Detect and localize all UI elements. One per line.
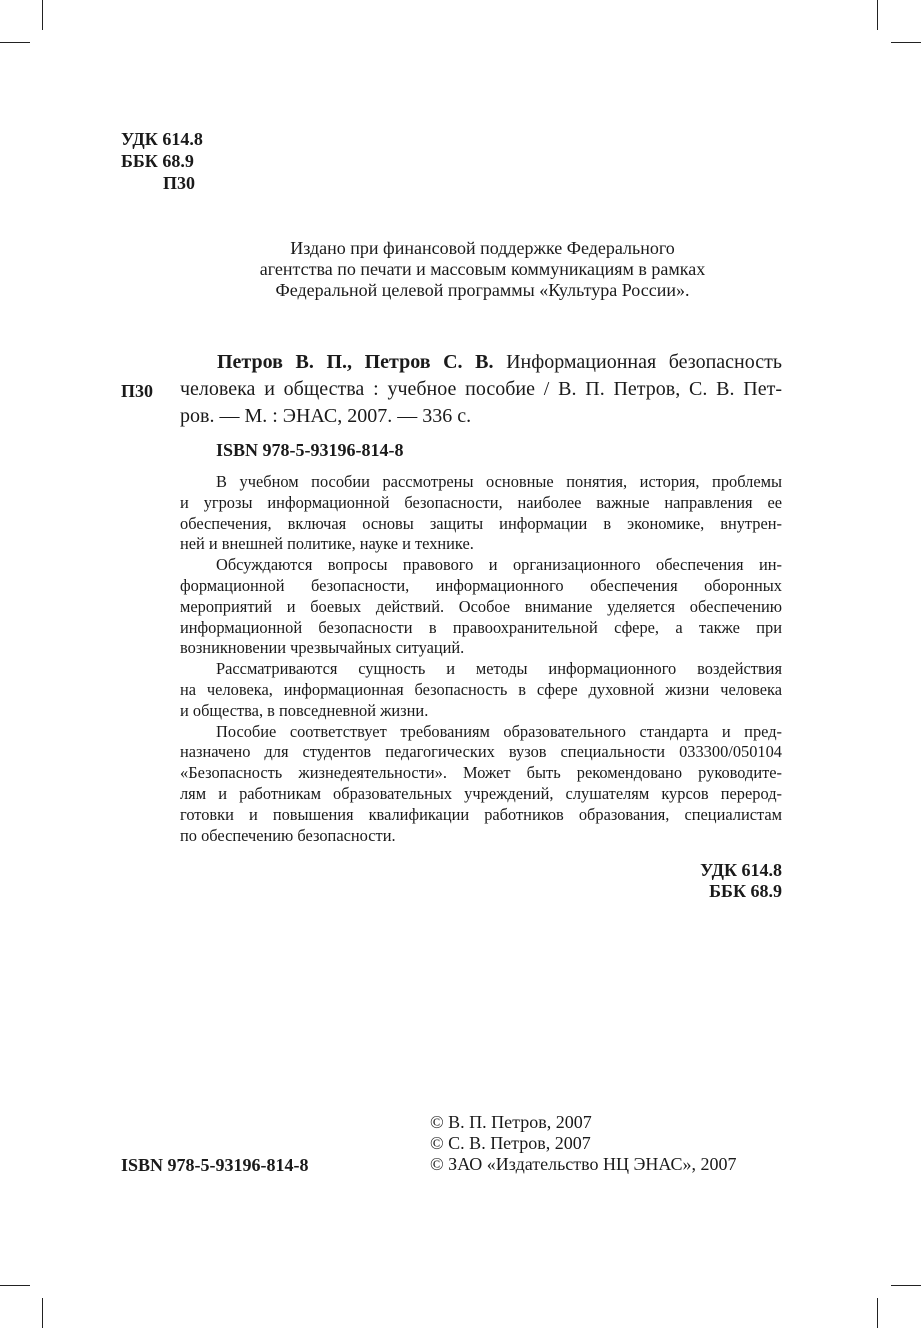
abstract-line: лям и работникам образовательных учреждений, слушателям курсов переpод- bbox=[180, 783, 782, 803]
bottom-classification bbox=[700, 860, 782, 902]
bbk-code: ББК 68.9 bbox=[121, 151, 194, 171]
crop-mark-top-left-h bbox=[0, 42, 30, 43]
copyright-line: © С. В. Петров, 2007 bbox=[430, 1133, 591, 1153]
crop-mark-top-right-v bbox=[877, 0, 878, 30]
biblio-line bbox=[180, 349, 782, 376]
bibliographic-record bbox=[180, 349, 782, 430]
crop-mark-bottom-left-v bbox=[42, 1298, 43, 1328]
abstract-line: и общества, в повседневной жизни. bbox=[180, 700, 429, 720]
crop-mark-bottom-right-v bbox=[877, 1298, 878, 1328]
abstract-line: Пособие соответствует требованиям образовательного стандарта и пред- bbox=[216, 721, 782, 741]
abstract-line: мероприятий и боевых действий. Особое внимание уделяется обеспечению bbox=[180, 596, 782, 616]
funding-note-line: Федеральной целевой программы «Культура России». bbox=[275, 280, 690, 300]
abstract-line: Рассматриваются сущность и методы информационного воздействия bbox=[216, 659, 782, 679]
abstract-line: Обсуждаются вопросы правового и организационного обеспечения ин- bbox=[216, 555, 782, 575]
side-author-sign: П30 bbox=[121, 381, 154, 401]
crop-mark-bottom-right-h bbox=[891, 1285, 921, 1286]
copyright-line: © В. П. Петров, 2007 bbox=[430, 1112, 592, 1132]
funding-note-line: Издано при финансовой поддержке Федерального bbox=[290, 238, 675, 258]
bbk-code: ББК 68.9 bbox=[709, 881, 782, 901]
classification-block bbox=[121, 128, 203, 194]
abstract-line: на человека, информационная безопасность в сфере духовной жизни человека bbox=[180, 679, 782, 699]
funding-note-line: агентства по печати и массовым коммуникациям в рамках bbox=[259, 259, 706, 279]
abstract-line: обеспечения, включая основы защиты информации в экономике, внутрен- bbox=[180, 513, 782, 533]
copyright-line: © ЗАО «Издательство НЦ ЭНАС», 2007 bbox=[430, 1154, 737, 1174]
footer-isbn: ISBN 978-5-93196-814-8 bbox=[121, 1155, 309, 1175]
crop-mark-bottom-left-h bbox=[0, 1285, 30, 1286]
abstract bbox=[180, 472, 782, 846]
abstract-line: назначено для студентов педагогических вузов специальности 033300/050104 bbox=[180, 742, 782, 762]
abstract-line: и угрозы информационной безопасности, наиболее важные направления ее bbox=[180, 492, 782, 512]
biblio-line: человека и общества : учебное пособие / В. П. Петров, С. В. Пет- bbox=[180, 378, 782, 400]
crop-mark-top-left-v bbox=[42, 0, 43, 30]
abstract-line: В учебном пособии рассмотрены основные понятия, история, проблемы bbox=[216, 472, 782, 491]
crop-mark-top-right-h bbox=[891, 42, 921, 43]
udk-code: УДК 614.8 bbox=[121, 129, 203, 149]
abstract-line: формационной безопасности, информационного обеспечения оборонных bbox=[180, 575, 782, 595]
author-sign: П30 bbox=[163, 173, 196, 193]
abstract-line: информационной безопасности в правоохранительной сфере, а также при bbox=[180, 617, 782, 637]
title-start: Информационная безопасность bbox=[493, 351, 782, 373]
isbn: ISBN 978-5-93196-814-8 bbox=[216, 440, 404, 460]
copyright-block bbox=[430, 1112, 737, 1175]
biblio-line: ров. — М. : ЭНАС, 2007. — 336 с. bbox=[180, 405, 472, 427]
abstract-line: готовки и повышения квалификации работников образования, специалистам bbox=[180, 804, 782, 824]
udk-code: УДК 614.8 bbox=[700, 860, 782, 880]
abstract-line: «Безопасность жизнедеятельности». Может быть рекомендовано руководите- bbox=[180, 763, 782, 783]
abstract-line: по обеспечению безопасности. bbox=[180, 825, 396, 845]
funding-note bbox=[200, 238, 765, 301]
abstract-line: возникновении чрезвычайных ситуаций. bbox=[180, 638, 465, 658]
authors: Петров В. П., Петров С. В. bbox=[217, 351, 494, 373]
abstract-line: ней и внешней политике, науке и технике. bbox=[180, 534, 474, 554]
